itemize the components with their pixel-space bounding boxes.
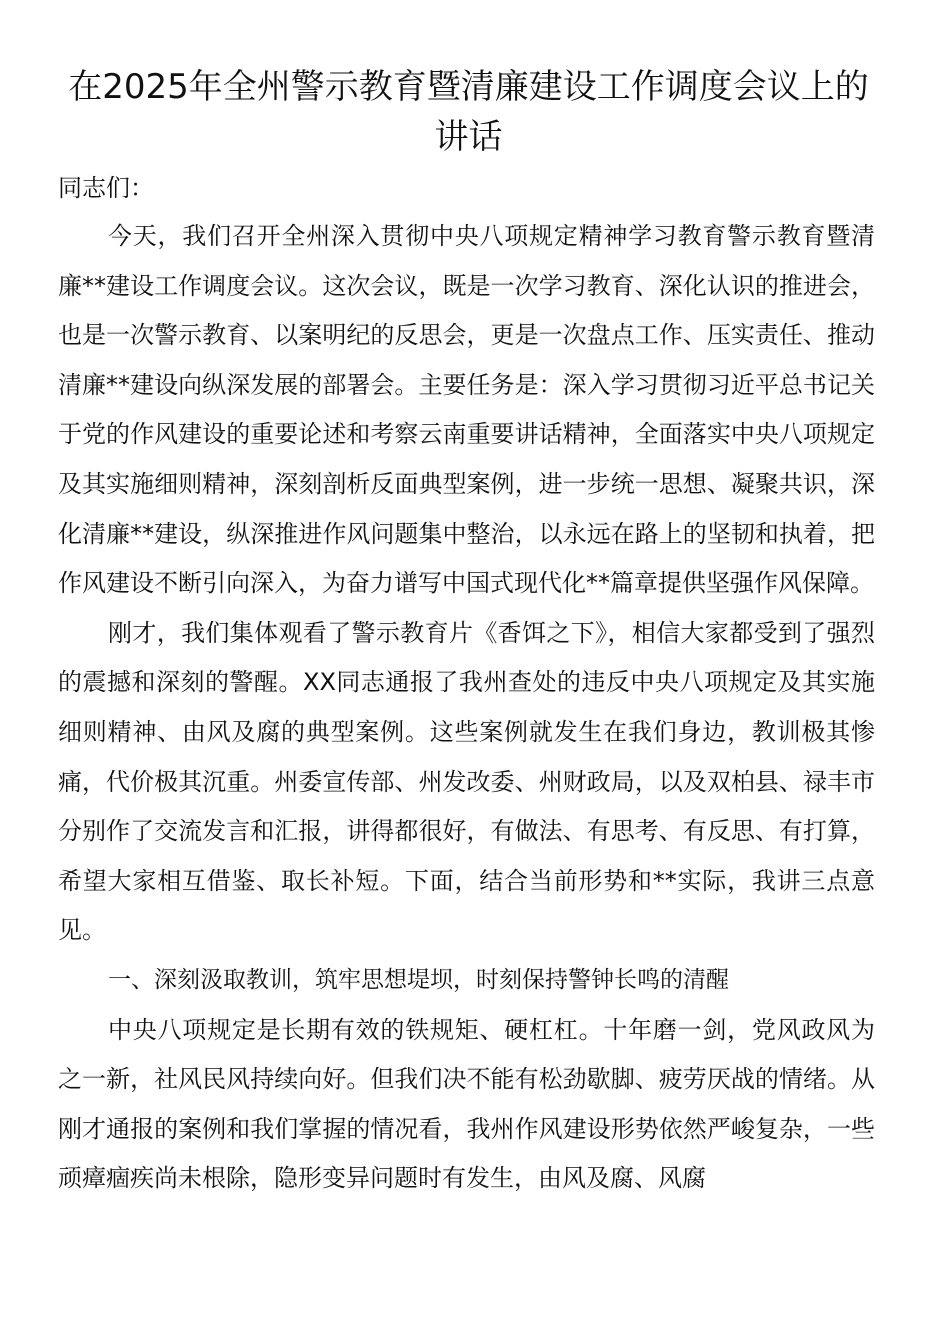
salutation: 同志们：: [58, 174, 154, 202]
paragraph-review: 刚才，我们集体观看了警示教育片《香饵之下》，相信大家都受到了强烈的震撼和深刻的警醒。XX同志通报了我州查处的违反中央八项规定及其实施细则精神、由风及腐的典型案例。这些案例就发生在我们身边，教训极其惨痛，代价极其沉重。州委宣传部、州发改委、州财政局，以及双柏县、禄丰市分别作了交流发言和汇报，讲得都很好，有做法、有思考、有反思、有打算，希望大家相互借鉴、取长补短。下面，结合当前形势和**实际，我讲三点意见。: [58, 618, 875, 945]
section-heading-1: 一、深刻汲取教训，筑牢思想堤坝，时刻保持警钟长鸣的清醒: [108, 966, 729, 993]
paragraph-intro: 今天，我们召开全州深入贯彻中央八项规定精神学习教育警示教育暨清廉**建设工作调度会议。这次会议，既是一次学习教育、深化认识的推进会，也是一次警示教育、以案明纪的反思会，更是一次盘点工作、压实责任、推动清廉**建设向纵深发展的部署会。主要任务是：深入学习贯彻习近平总书记关于党的作风建设的重要论述和考察云南重要讲话精神，全面落实中央八项规定及其实施细则精神，深刻剖析反面典型案例，进一步统一思想、凝聚共识，深化清廉**建设，纵深推进作风问题集中整治，以永远在路上的坚韧和执着，把作风建设不断引向深入，为奋力谱写中国式现代化**篇章提供坚强作风保障。: [58, 222, 875, 598]
document-title: 在2025年全州警示教育暨清廉建设工作调度会议上的讲话: [68, 67, 869, 157]
paragraph-section-1: 中央八项规定是长期有效的铁规矩、硬杠杠。十年磨一剑，党风政风为之一新，社风民风持续向好。但我们决不能有松劲歇脚、疲劳厌战的情绪。从刚才通报的案例和我们掌握的情况看，我州作风建设形势依然严峻复杂，一些顽瘴痼疾尚未根除，隐形变异问题时有发生，由风及腐、风腐: [58, 1015, 875, 1193]
